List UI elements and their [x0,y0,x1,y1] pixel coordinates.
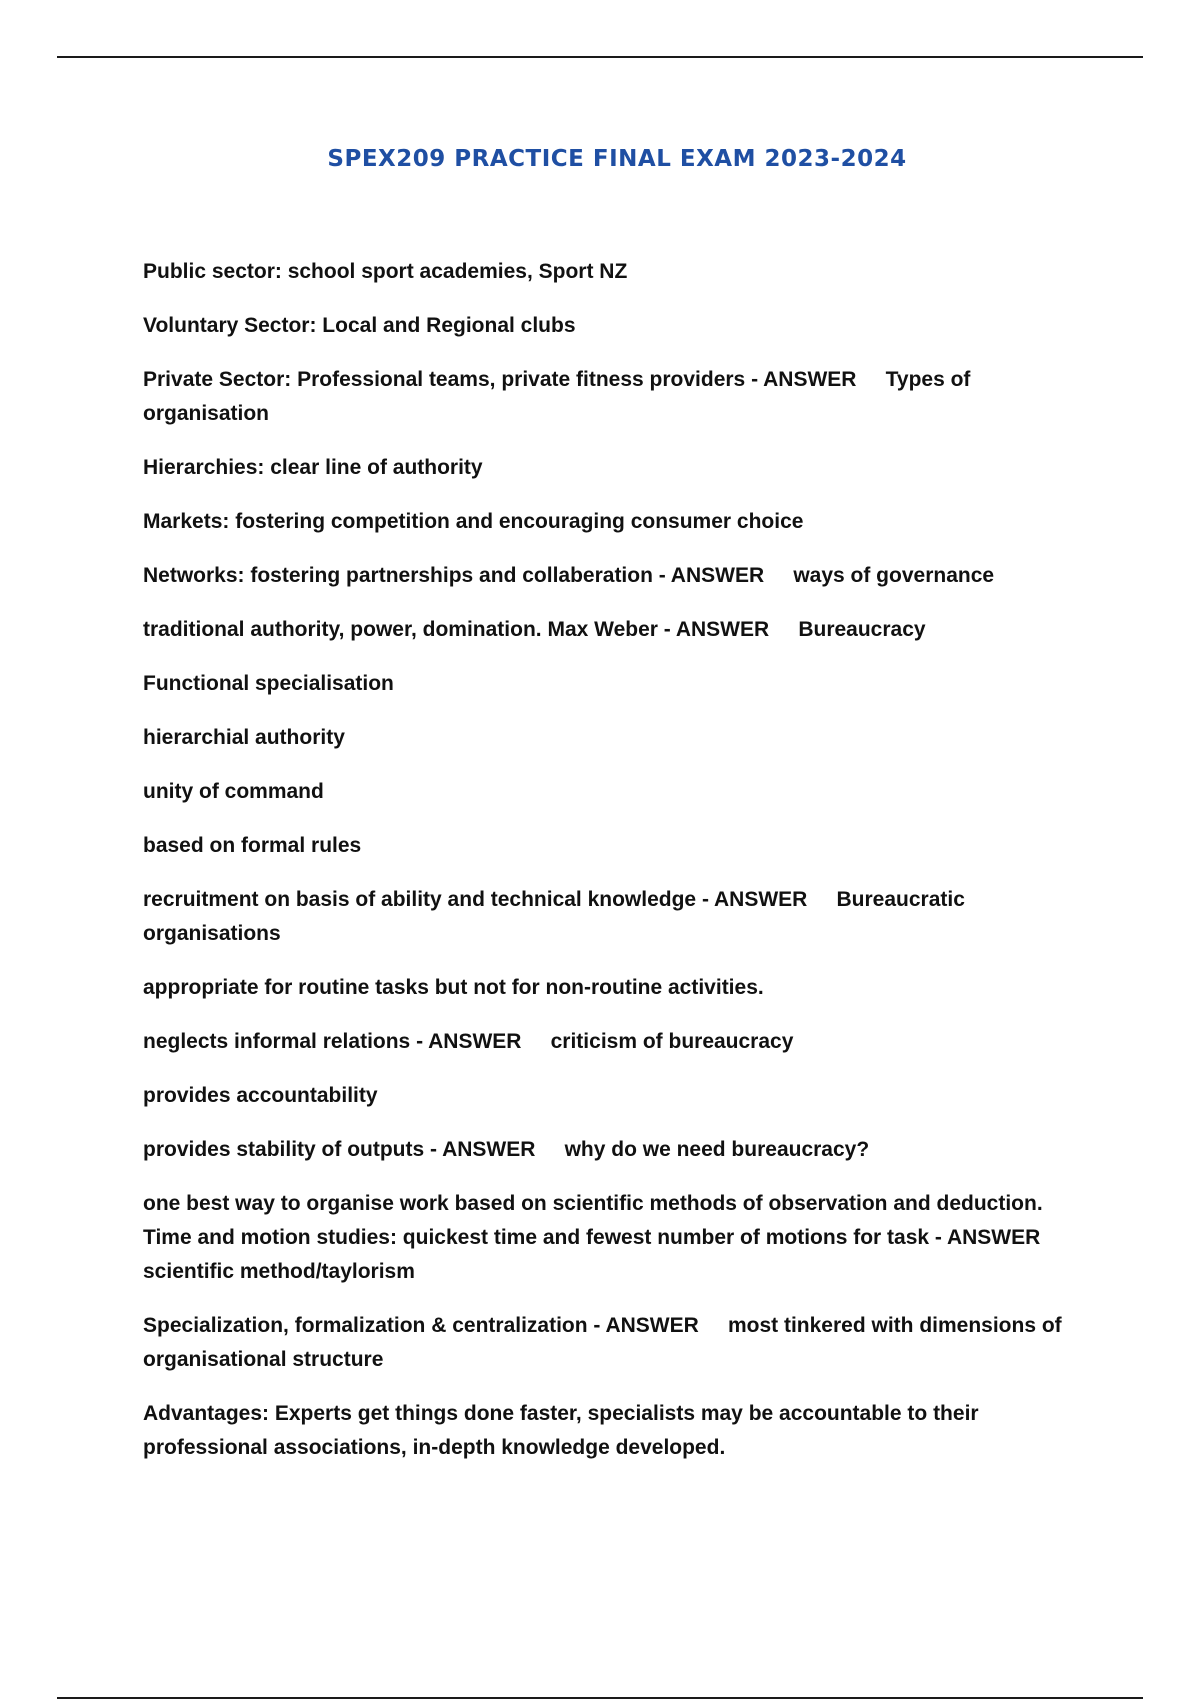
paragraph: Functional specialisation [143,672,394,695]
paragraph: appropriate for routine tasks but not for non-routine activities. [143,976,764,999]
paragraph: Advantages: Experts get things done faster, specialists may be accountable to their professional associations, in-depth knowledge developed. [143,1402,985,1459]
paragraph: unity of command [143,780,324,803]
paragraph: Private Sector: Professional teams, private fitness providers - ANSWER Types of organisation [143,368,977,425]
bottom-divider [57,1697,1143,1699]
paragraph: Markets: fostering competition and encouraging consumer choice [143,510,804,533]
paragraph: Hierarchies: clear line of authority [143,456,483,479]
paragraph: provides accountability [143,1084,378,1107]
paragraph: hierarchial authority [143,726,345,749]
paragraph: recruitment on basis of ability and technical knowledge - ANSWER Bureaucratic organisations [143,888,971,945]
paragraph: provides stability of outputs - ANSWER why do we need bureaucracy? [143,1138,870,1161]
paragraph: traditional authority, power, domination. Max Weber - ANSWER Bureaucracy [143,618,926,641]
top-divider [57,56,1143,58]
paragraph: one best way to organise work based on scientific methods of observation and deduction. Time and motion studies: quickest time and fewest number of motions for task - ANSWER scientific method/taylorism [143,1192,1070,1283]
paragraph: based on formal rules [143,834,362,857]
document-title: SPEX209 PRACTICE FINAL EXAM 2023-2024 [327,146,907,172]
paragraph: neglects informal relations - ANSWER criticism of bureaucracy [143,1030,794,1053]
paragraph: Specialization, formalization & centralization - ANSWER most tinkered with dimensions of organisational structure [143,1314,1068,1371]
paragraph: Networks: fostering partnerships and collaberation - ANSWER ways of governance [143,564,995,587]
document-body [143,255,1083,1485]
paragraph: Voluntary Sector: Local and Regional clubs [143,314,576,337]
paragraph: Public sector: school sport academies, Sport NZ [143,260,628,283]
